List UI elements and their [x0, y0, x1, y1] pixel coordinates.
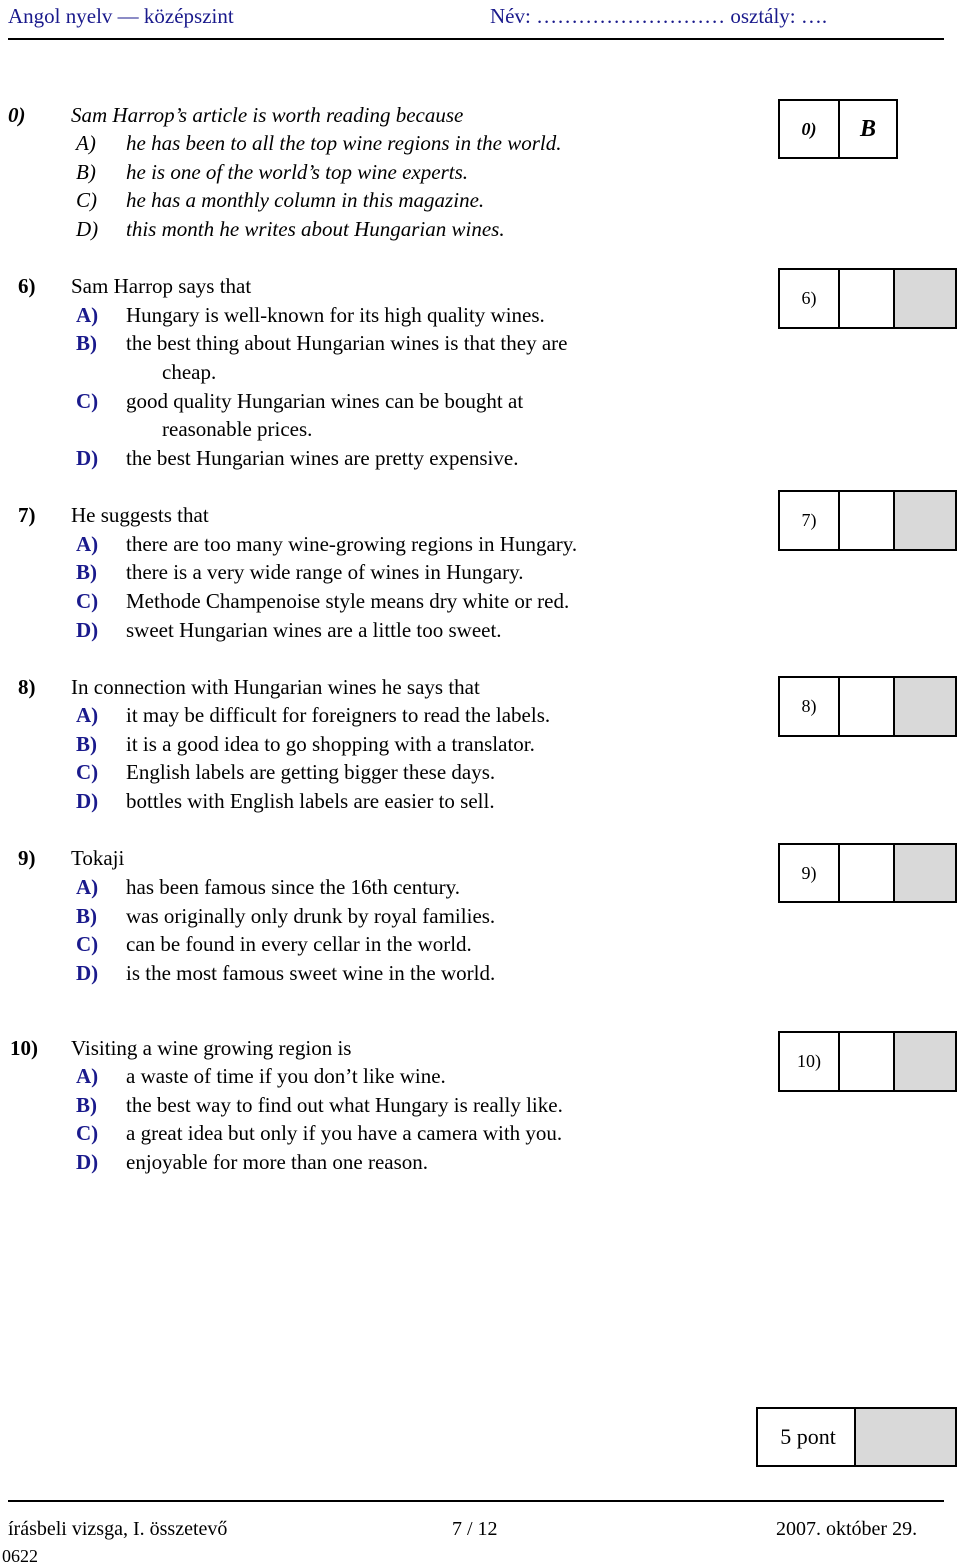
answer-box-10[interactable]	[778, 1031, 957, 1092]
footer-rule	[8, 1500, 944, 1502]
option-text: the best way to find out what Hungary is really like.	[126, 1093, 563, 1117]
option-letter: A)	[76, 703, 99, 727]
answer-box-9[interactable]	[778, 843, 957, 903]
box-divider	[838, 270, 840, 327]
option-letter: C)	[76, 760, 99, 784]
option-letter: D)	[76, 618, 99, 642]
example-option-text: he has a monthly column in this magazine.	[126, 188, 485, 212]
option-letter: B)	[76, 331, 97, 355]
score-shaded-cell	[893, 678, 955, 735]
question-number: 8)	[18, 675, 36, 699]
option-text: there is a very wide range of wines in Hungary.	[126, 560, 524, 584]
example-answer-value: B	[859, 115, 876, 142]
option-letter: C)	[76, 389, 99, 413]
question-number: 9)	[18, 846, 36, 870]
score-shaded-cell	[893, 270, 955, 327]
option-text: can be found in every cellar in the world.	[126, 932, 472, 956]
option-letter: B)	[76, 560, 97, 584]
option-text: sweet Hungarian wines are a little too sweet.	[126, 618, 502, 642]
example-number: 0)	[8, 103, 26, 127]
example-option-letter: A)	[76, 131, 96, 155]
footer-date: 2007. október 29.	[776, 1518, 918, 1540]
answer-box-8[interactable]	[778, 676, 957, 737]
example-option-letter: B)	[76, 160, 96, 184]
answer-box-label: 9)	[801, 862, 817, 883]
example-stem: Sam Harrop’s article is worth reading because	[71, 103, 464, 127]
box-divider	[838, 492, 840, 549]
example-option-text: he has been to all the top wine regions in the world.	[126, 131, 562, 155]
example-option-letter: D)	[76, 217, 99, 241]
footer-exam-part: írásbeli vizsga, I. összetevő	[8, 1518, 228, 1540]
option-text: the best Hungarian wines are pretty expensive.	[126, 446, 519, 470]
option-letter: C)	[76, 932, 99, 956]
total-score-label: 5 pont	[780, 1424, 836, 1449]
header-subject: Angol nyelv — középszint	[8, 4, 234, 28]
option-text: bottles with English labels are easier to sell.	[126, 789, 495, 813]
score-shaded-cell	[893, 492, 955, 549]
example-option-text: this month he writes about Hungarian wines.	[126, 217, 505, 241]
box-divider	[838, 1033, 840, 1090]
option-letter: C)	[76, 589, 99, 613]
header-name-class: Név: ……………………… osztály: ….	[490, 4, 828, 28]
option-text: it may be difficult for foreigners to read the labels.	[126, 703, 551, 727]
question-stem: Sam Harrop says that	[71, 274, 252, 298]
total-score-box	[756, 1407, 957, 1467]
answer-box-6[interactable]	[778, 268, 957, 329]
example-option-letter: C)	[76, 188, 97, 212]
option-text: a great idea but only if you have a camera with you.	[126, 1121, 563, 1145]
question-stem: Visiting a wine growing region is	[71, 1036, 352, 1060]
option-text: there are too many wine-growing regions in Hungary.	[126, 532, 578, 556]
option-letter: A)	[76, 875, 99, 899]
option-letter: B)	[76, 1093, 97, 1117]
answer-box-label: 10)	[797, 1051, 821, 1071]
option-text-continued: cheap.	[162, 360, 217, 384]
question-stem: Tokaji	[71, 846, 125, 870]
question-number: 10)	[10, 1036, 38, 1060]
score-shaded-cell	[893, 1033, 955, 1090]
option-text: a waste of time if you don’t like wine.	[126, 1064, 446, 1088]
question-stem: In connection with Hungarian wines he says that	[71, 675, 480, 699]
question-number: 6)	[18, 274, 36, 298]
question-number: 7)	[18, 503, 36, 527]
question-stem: He suggests that	[71, 503, 209, 527]
option-text: good quality Hungarian wines can be bought at	[126, 389, 524, 413]
box-divider	[838, 678, 840, 735]
option-letter: D)	[76, 1150, 99, 1174]
answer-box-label: 7)	[801, 510, 817, 530]
option-letter: D)	[76, 789, 99, 813]
box-divider	[838, 845, 840, 901]
option-text: the best thing about Hungarian wines is that they are	[126, 331, 568, 355]
total-score-shaded-cell	[854, 1409, 955, 1465]
option-text: has been famous since the 16th century.	[126, 875, 460, 899]
header-rule	[8, 38, 944, 40]
option-letter: B)	[76, 904, 97, 928]
option-text: English labels are getting bigger these days.	[126, 760, 496, 784]
option-letter: A)	[76, 303, 99, 327]
option-text-continued: reasonable prices.	[162, 417, 313, 441]
option-letter: D)	[76, 961, 99, 985]
answer-box-label: 8)	[801, 696, 817, 716]
answer-box-7[interactable]	[778, 490, 957, 551]
option-letter: D)	[76, 446, 99, 470]
example-answer-label: 0)	[801, 118, 817, 139]
answer-box-label: 6)	[801, 288, 817, 308]
footer-page-number: 7 / 12	[452, 1518, 498, 1540]
footer-code: 0622	[2, 1546, 38, 1566]
example-answer-box	[778, 99, 898, 159]
option-letter: A)	[76, 532, 99, 556]
option-letter: B)	[76, 732, 97, 756]
score-shaded-cell	[893, 845, 955, 901]
option-letter: A)	[76, 1064, 99, 1088]
option-text: Methode Champenoise style means dry white or red.	[126, 589, 570, 613]
option-text: is the most famous sweet wine in the world.	[126, 961, 496, 985]
option-text: it is a good idea to go shopping with a translator.	[126, 732, 535, 756]
option-text: Hungary is well-known for its high quality wines.	[126, 303, 545, 327]
option-text: enjoyable for more than one reason.	[126, 1150, 429, 1174]
option-text: was originally only drunk by royal families.	[126, 904, 496, 928]
option-letter: C)	[76, 1121, 99, 1145]
example-option-text: he is one of the world’s top wine experts.	[126, 160, 468, 184]
